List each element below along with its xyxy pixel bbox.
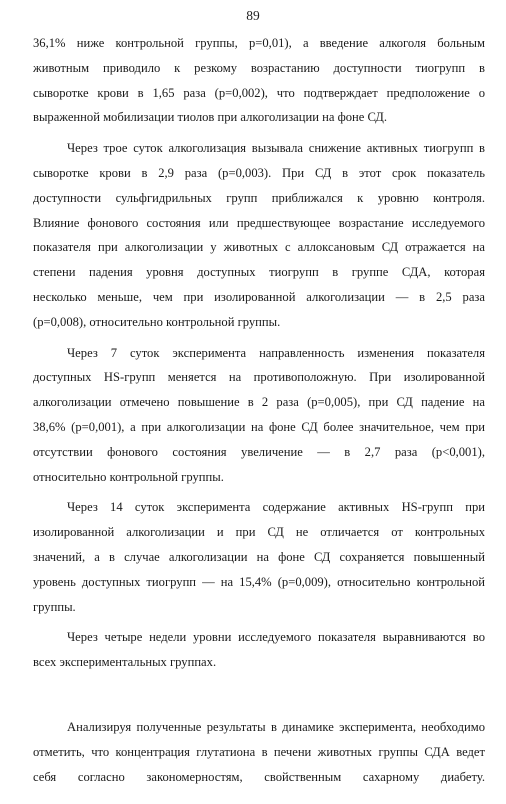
paragraph-4: [33, 495, 485, 619]
paragraph-6: [33, 715, 485, 789]
text-line: Влияние фонового состояния или предшествующее возрастание исследуемого: [33, 215, 485, 230]
text-line: доступности сульфгидрильных групп приближался к уровню контроля.: [33, 190, 485, 205]
text-line: Через 14 суток эксперимента содержание активных HS-групп при: [67, 500, 485, 515]
paragraph-1: [33, 31, 485, 130]
text-line: 36,1% ниже контрольной группы, р=0,01), а введение алкоголя больным: [33, 36, 485, 50]
text-line: Анализируя полученные результаты в динамике эксперимента, необходимо: [67, 719, 485, 734]
text-line: несколько меньше, чем при изолированной алкоголизации — в 2,5 раза: [33, 289, 485, 304]
text-line: Через трое суток алкоголизация вызывала снижение активных тиогрупп в: [67, 141, 485, 156]
document-body: [33, 31, 485, 789]
text-line: животным приводило к резкому возрастанию доступности тиогрупп в: [33, 60, 485, 75]
paragraph-2: [33, 136, 485, 334]
text-line: относительно контрольной группы.: [33, 469, 224, 484]
text-line: значений, а в случае алкоголизации на фоне СД сохраняется повышенный: [33, 549, 485, 564]
text-line: себя согласно закономерностям, свойственным сахарному диабету.: [33, 769, 485, 784]
text-line: доступных HS-групп меняется на противоположную. При изолированной: [33, 370, 485, 385]
text-line: (р=0,008), относительно контрольной группы.: [33, 314, 281, 329]
text-line: выраженной мобилизации тиолов при алкоголизации на фоне СД.: [33, 110, 388, 125]
text-line: Через 7 суток эксперимента направленность изменения показателя: [67, 345, 485, 360]
text-line: всех экспериментальных группах.: [33, 655, 217, 670]
text-line: отметить, что концентрация глутатиона в печени животных группы СДА ведет: [33, 744, 485, 759]
text-line: сыворотке крови в 1,65 раза (р=0,002), что подтверждает предположение о: [33, 85, 485, 100]
paragraph-3: [33, 341, 485, 490]
page-number: 89: [246, 8, 260, 23]
text-line: изолированной алкоголизации и при СД не отличается от контрольных: [33, 525, 485, 540]
text-line: степени падения уровня доступных тиогрупп в группе СДА, которая: [33, 265, 485, 280]
text-line: уровень доступных тиогрупп — на 15,4% (р=0,009), относительно контрольной: [33, 574, 485, 589]
text-line: отсутствии фонового состояния увеличение — в 2,7 раза (р<0,001),: [33, 444, 485, 459]
paragraph-5: [33, 625, 485, 675]
text-line: показателя при алкоголизации у животных с аллоксановым СД отражается на: [33, 240, 485, 255]
text-line: группы.: [33, 599, 76, 614]
text-line: Через четыре недели уровни исследуемого показателя выравниваются во: [67, 630, 485, 645]
text-line: сыворотке крови в 2,9 раза (р=0,003). При СД в этот срок показатель: [33, 165, 485, 180]
text-line: алкоголизации отмечено повышение в 2 раза (р=0,005), при СД падение на: [33, 395, 485, 410]
text-line: 38,6% (р=0,001), а при алкоголизации на фоне СД более значительное, чем при: [33, 419, 485, 434]
